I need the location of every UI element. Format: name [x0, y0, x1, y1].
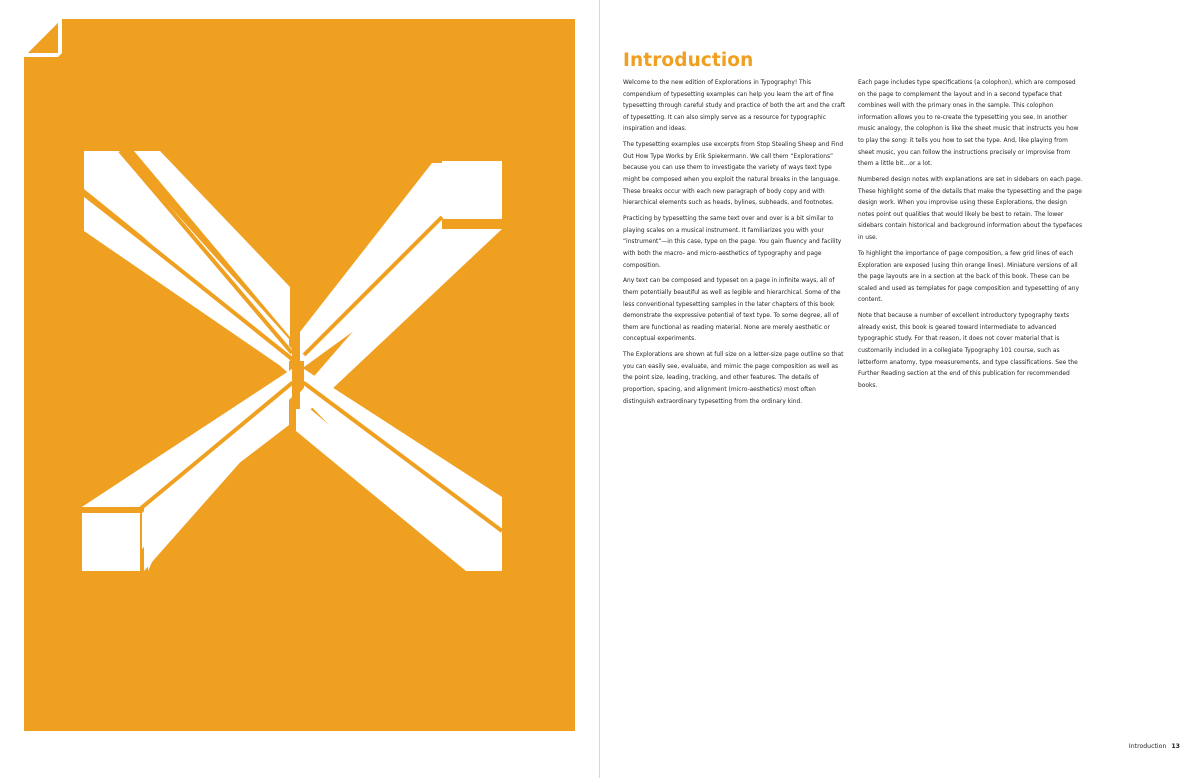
paragraph: Practicing by typesetting the same text over and over is a bit similar to playing scales on a musical instrument. It familiarizes you with your “instrument”—in this case, type on the page. You gain fluency and facility with both the macro- and micro-aesthetics of typography and page composition. — [623, 216, 842, 269]
paragraph: The typesetting examples use excerpts from Stop Stealing Sheep and Find Out How Type Works by Erik Spiekermann. We call them “Explorations” because you can use them to investigate the variety of ways text type might be composed when you exploit the natural breaks in the language. These breaks occur with each new paragraph of body copy and with hierarchical elements such as heads, bylines, subheads, and footnotes. — [623, 142, 844, 207]
folio — [1129, 743, 1180, 750]
page-number: 13 — [1171, 743, 1180, 750]
folio-section: Introduction — [1128, 743, 1167, 750]
paragraph: To highlight the importance of page composition, a few grid lines of each Exploration are exposed (using thin orange lines). Miniature versions of all the page layouts are in a section at the back of this book. These can be scaled and used as templates for page composition and typesetting of any content. — [858, 250, 1079, 304]
paragraph: Any text can be composed and typeset on a page in infinite ways, all of them potentially beautiful as well as legible and hierarchical. Some of the less conventional typesetting samples in the later chapters of this book demonstrate the expressive potential of text type. To some degree, all of them are functional as reading material. None are merely aesthetic or conceptual experiments. — [623, 278, 841, 343]
paragraph: Numbered design notes with explanations are set in sidebars on each page. These highlight some of the details that make the typesetting and the page design work. When you improvise using these Explorations, the design notes point out qualities that would likely be best to retain. The lower sidebars contain historical and background information about the typefaces in use. — [858, 177, 1083, 242]
paragraph: Welcome to the new edition of Explorations in Typography! This compendium of typesetting examples can help you learn the art of fine typesetting through careful study and practice of both the art and the craft of typesetting. It can also simply serve as a resource for typographic inspiration and ideas. — [623, 80, 846, 133]
text-column-left — [623, 78, 848, 413]
left-page — [0, 0, 599, 778]
paragraph: Each page includes type specifications (a colophon), which are composed on the page to complement the layout and in a second typeface that combines well with the primary ones in the sample. This colophon information allows you to re-create the typesetting you see. In another music analogy, the colophon is like the sheet music that instructs you how to play the song: it tells you how to set the type. And, like playing from sheet music, you can follow the instructions precisely or improvise from them a little bit…or a lot. — [858, 80, 1079, 168]
x-icon — [24, 19, 575, 731]
x-corner-square-top-right — [442, 161, 502, 219]
paragraph: Note that because a number of excellent introductory typography texts already exist, this book is geared toward intermediate to advanced typographic study. For that reason, it does not cover material that is customarily included in a collegiate Typography 101 course, such as letterform anatomy, type measurements, and type classifications. See the Further Reading section at the end of this publication for recommended books. — [858, 313, 1078, 389]
right-page — [600, 0, 1199, 778]
page-title: Introduction — [623, 50, 754, 71]
text-column-right — [858, 78, 1083, 397]
x-corner-square-bottom-left — [82, 513, 140, 571]
paragraph: The Explorations are shown at full size on a letter-size page outline so that you can easily see, evaluate, and mimic the page composition as well as the point size, leading, tracking, and other features. The details of proportion, spacing, and alignment (micro-aesthetics) most often distinguish extraordinary typesetting from the ordinary kind. — [623, 352, 844, 405]
